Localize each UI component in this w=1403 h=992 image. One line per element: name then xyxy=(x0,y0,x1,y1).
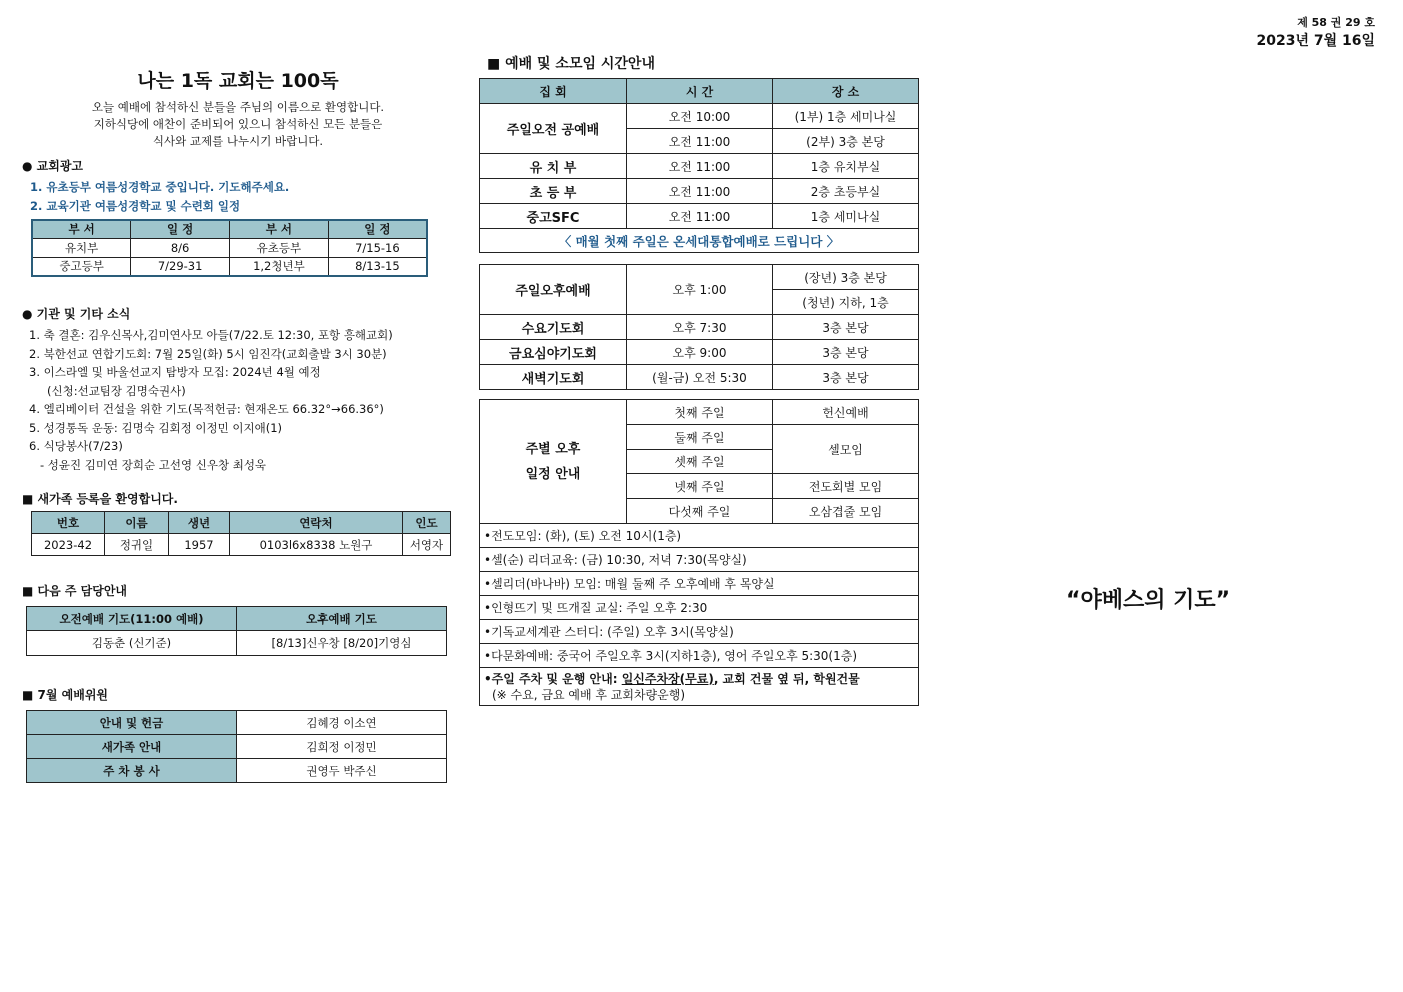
newcomers-header: 번호 xyxy=(32,512,105,534)
welcome-block xyxy=(20,66,456,150)
bullet-item: •기독교세계관 스터디: (주일) 오후 3시(목양실) xyxy=(480,620,919,644)
committee-heading: ■ 7월 예배위원 xyxy=(22,688,109,702)
weekly-label xyxy=(480,400,627,524)
schedule-table-2 xyxy=(479,264,919,390)
schedule-place: (장년) 3층 본당 xyxy=(773,265,919,290)
schedule-table-1 xyxy=(479,78,919,253)
parking-prefix: •주일 주차 및 운행 안내: xyxy=(484,671,622,686)
schedule-label: 유 치 부 xyxy=(480,154,627,179)
schedule-time: 오전 11:00 xyxy=(627,154,773,179)
schedule-time: (월-금) 오전 5:30 xyxy=(627,365,773,390)
camp-cell: 중고등부 xyxy=(32,257,131,276)
newcomers-cell: 서영자 xyxy=(403,534,451,556)
weekly-label-line: 주별 오후 xyxy=(525,441,581,457)
news-item: 3. 이스라엘 및 바울선교지 탐방자 모집: 2024년 4월 예정 xyxy=(29,365,321,379)
sermon-title: “야베스의 기도” xyxy=(1066,588,1231,613)
schedule-place: 3층 본당 xyxy=(773,365,919,390)
weekly-event: 전도회별 모임 xyxy=(773,474,919,499)
camp-cell: 1,2청년부 xyxy=(230,257,329,276)
newcomers-header: 인도 xyxy=(403,512,451,534)
weekly-week: 다섯째 주일 xyxy=(627,499,773,524)
camp-cell: 8/13-15 xyxy=(328,257,427,276)
welcome-line: 지하식당에 애찬이 준비되어 있으니 참석하신 모든 분들은 xyxy=(93,117,383,131)
weekly-week: 첫째 주일 xyxy=(627,400,773,425)
schedule-time: 오전 10:00 xyxy=(627,104,773,129)
schedule-time: 오후 7:30 xyxy=(627,315,773,340)
weekly-week: 셋째 주일 xyxy=(627,450,773,474)
schedule-label: 초 등 부 xyxy=(480,179,627,204)
next-week-cell: 김동춘 (신기준) xyxy=(27,631,237,656)
schedule-time: 오후 1:00 xyxy=(627,265,773,315)
schedule-place: 3층 본당 xyxy=(773,340,919,365)
bullet-item: •인형뜨기 및 뜨개질 교실: 주일 오후 2:30 xyxy=(480,596,919,620)
committee-role: 안내 및 헌금 xyxy=(27,711,237,735)
camp-header: 부 서 xyxy=(32,220,131,238)
newcomers-heading: ■ 새가족 등록을 환영합니다. xyxy=(22,492,178,506)
weekly-schedule-table xyxy=(479,399,919,706)
parking-note: (※ 수요, 금요 예배 후 교회차량운행) xyxy=(492,687,686,702)
committee-role: 새가족 안내 xyxy=(27,735,237,759)
news-item: - 성윤진 김미연 장희순 고선영 신우창 최성욱 xyxy=(40,457,267,472)
next-week-header: 오전예배 기도(11:00 예배) xyxy=(27,607,237,631)
parking-notice xyxy=(480,668,919,706)
weekly-event: 셀모임 xyxy=(773,425,919,474)
next-week-cell: [8/13]신우창 [8/20]기영심 xyxy=(237,631,447,656)
next-week-table xyxy=(26,606,447,656)
committee-names: 권영두 박주신 xyxy=(237,759,447,783)
newcomers-cell: 1957 xyxy=(169,534,230,556)
schedule-header: 시 간 xyxy=(627,79,773,104)
camp-cell: 7/29-31 xyxy=(131,257,230,276)
newcomers-cell: 정귀일 xyxy=(105,534,169,556)
schedule-place: 1층 유치부실 xyxy=(773,154,919,179)
camp-header: 부 서 xyxy=(230,220,329,238)
committee-table xyxy=(26,710,447,783)
camp-cell: 유초등부 xyxy=(230,238,329,257)
schedule-heading: ■ 예배 및 소모임 시간안내 xyxy=(487,56,655,72)
welcome-line: 식사와 교제를 나누시기 바랍니다. xyxy=(152,134,324,148)
schedule-label: 중고SFC xyxy=(480,204,627,229)
schedule-label: 금요심야기도회 xyxy=(480,340,627,365)
schedule-label: 주일오후예배 xyxy=(480,265,627,315)
parking-suffix: , 교회 건물 옆 뒤, 학원건물 xyxy=(713,671,860,686)
schedule-notice: 〈 매월 첫째 주일은 온세대통합예배로 드립니다 〉 xyxy=(480,229,919,253)
next-week-heading: ■ 다음 주 담당안내 xyxy=(22,584,128,598)
weekly-week: 넷째 주일 xyxy=(627,474,773,499)
newcomers-table xyxy=(31,511,451,556)
news-item: 4. 엘리베이터 건설을 위한 기도(목적헌금: 현재온도 66.32°→66.36°) xyxy=(29,402,384,416)
news-heading: ● 기관 및 기타 소식 xyxy=(22,307,131,321)
newcomers-cell: 0103l6x8338 노원구 xyxy=(230,534,403,556)
news-item: 2. 북한선교 연합기도회: 7월 25일(화) 5시 임진각(교회출발 3시 30분) xyxy=(29,346,387,361)
schedule-time: 오전 11:00 xyxy=(627,179,773,204)
schedule-time: 오전 11:00 xyxy=(627,129,773,154)
schedule-place: 3층 본당 xyxy=(773,315,919,340)
schedule-header: 집 회 xyxy=(480,79,627,104)
committee-names: 김혜경 이소연 xyxy=(237,711,447,735)
news-item: (신청:선교팀장 김명숙권사) xyxy=(47,383,186,398)
schedule-place: (2부) 3층 본당 xyxy=(773,129,919,154)
welcome-title: 나는 1독 교회는 100독 xyxy=(137,70,339,92)
camp-schedule-table xyxy=(31,219,428,277)
camp-cell: 유치부 xyxy=(32,238,131,257)
news-item: 6. 식당봉사(7/23) xyxy=(29,439,123,453)
committee-role: 주 차 봉 사 xyxy=(27,759,237,783)
schedule-place: (청년) 지하, 1층 xyxy=(773,290,919,315)
ads-item: 1. 유초등부 여름성경학교 중입니다. 기도해주세요. xyxy=(30,180,290,194)
camp-cell: 7/15-16 xyxy=(328,238,427,257)
schedule-place: 2층 초등부실 xyxy=(773,179,919,204)
weekly-label-line: 일정 안내 xyxy=(525,466,581,482)
weekly-event: 헌신예배 xyxy=(773,400,919,425)
schedule-time: 오전 11:00 xyxy=(627,204,773,229)
bullet-item: •전도모임: (화), (토) 오전 10시(1층) xyxy=(480,524,919,548)
welcome-line: 오늘 예배에 참석하신 분들을 주님의 이름으로 환영합니다. xyxy=(91,100,385,114)
schedule-label: 주일오전 공예배 xyxy=(480,104,627,154)
newcomers-header: 이름 xyxy=(105,512,169,534)
bullet-item: •셀(순) 리더교육: (금) 10:30, 저녁 7:30(목양실) xyxy=(480,548,919,572)
news-item: 5. 성경통독 운동: 김명숙 김회정 이정민 이지애(1) xyxy=(29,420,283,435)
schedule-place: 1층 세미나실 xyxy=(773,204,919,229)
ads-item: 2. 교육기관 여름성경학교 및 수련회 일정 xyxy=(30,199,241,213)
weekly-week: 둘째 주일 xyxy=(627,425,773,450)
schedule-label: 수요기도회 xyxy=(480,315,627,340)
parking-place: 일신주차장(무료) xyxy=(621,671,714,686)
newcomers-header: 생년 xyxy=(169,512,230,534)
newcomers-header: 연락처 xyxy=(230,512,403,534)
camp-cell: 8/6 xyxy=(131,238,230,257)
bullet-item: •셀리더(바나바) 모임: 매월 둘째 주 오후예배 후 목양실 xyxy=(480,572,919,596)
camp-header: 일 정 xyxy=(328,220,427,238)
newcomers-cell: 2023-42 xyxy=(32,534,105,556)
committee-names: 김희정 이정민 xyxy=(237,735,447,759)
bullet-item: •다문화예배: 중국어 주일오후 3시(지하1층), 영어 주일오후 5:30(1층) xyxy=(480,644,919,668)
schedule-time: 오후 9:00 xyxy=(627,340,773,365)
schedule-header: 장 소 xyxy=(773,79,919,104)
schedule-label: 새벽기도회 xyxy=(480,365,627,390)
weekly-event: 오삼겹줄 모임 xyxy=(773,499,919,524)
issue-volume: 제 58 권 29 호 xyxy=(1297,16,1375,29)
issue-date: 2023년 7월 16일 xyxy=(1256,33,1375,49)
next-week-header: 오후예배 기도 xyxy=(237,607,447,631)
schedule-place: (1부) 1층 세미나실 xyxy=(773,104,919,129)
news-item: 1. 축 결혼: 김우신목사,김미연사모 아들(7/22.토 12:30, 포항 흥해교회) xyxy=(29,328,393,342)
ads-heading: ● 교회광고 xyxy=(22,159,84,173)
camp-header: 일 정 xyxy=(131,220,230,238)
